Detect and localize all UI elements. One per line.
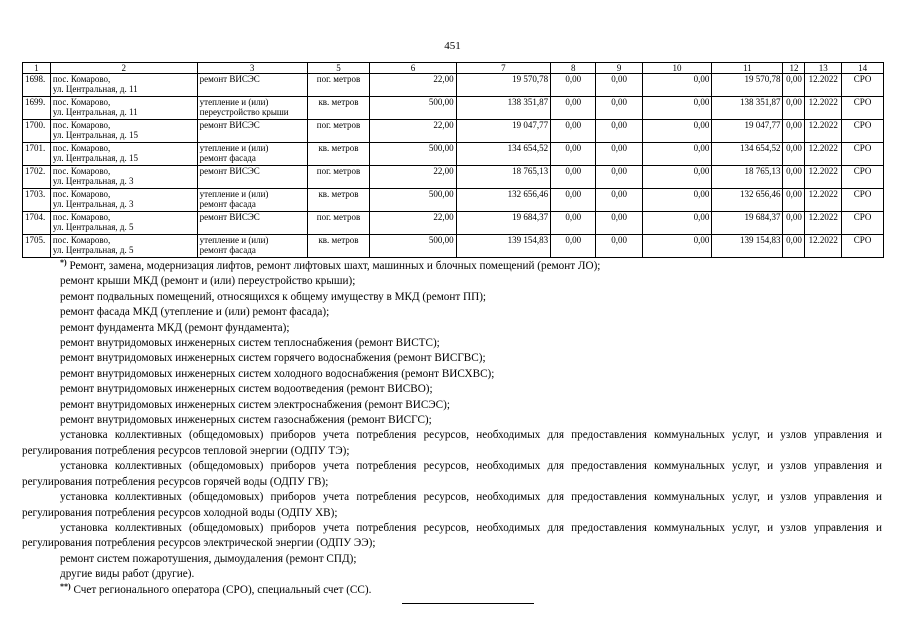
account-cell: СРО [842, 189, 884, 212]
col-header: 10 [642, 63, 712, 74]
unit-cell: пог. метров [307, 212, 370, 235]
account-cell: СРО [842, 97, 884, 120]
work-type-cell [197, 120, 307, 143]
footnote-marker: **) [60, 581, 71, 591]
address-cell [50, 74, 197, 97]
table-row [23, 97, 884, 120]
unit-cell: кв. метров [307, 235, 370, 258]
address-cell-line1: пос. Комарово, [52, 74, 111, 84]
footnote-line: другие виды работ (другие). [60, 568, 195, 581]
work-type-cell-line2: ремонт фасада [199, 199, 256, 209]
address-cell-line2: ул. Центральная, д. 15 [52, 130, 138, 140]
table-row [23, 120, 884, 143]
row-number: 1704. [23, 212, 51, 235]
footnote-1-first [22, 259, 882, 274]
footnote-line: ремонт подвальных помещений, относящихся к общему имуществу в МКД (ремонт ПП); [60, 290, 487, 303]
unit-cell: пог. метров [307, 120, 370, 143]
col10-cell: 0,00 [642, 97, 712, 120]
footnote-line: установка коллективных (общедомовых) приборов учета потребления ресурсов, необходимых для предоставления коммунальных услуг, и узлов управления и регулирования потребления ресурсов горячей воды (ОДПУ ГВ); [22, 460, 882, 488]
row-number: 1701. [23, 143, 51, 166]
address-cell-line1: пос. Комарово, [52, 189, 111, 199]
row-number: 1698. [23, 74, 51, 97]
footnote-line: Ремонт, замена, модернизация лифтов, ремонт лифтовых шахт, машинных и блочных помещений (ремонт ЛО); [69, 260, 601, 272]
quantity-cell: 22,00 [370, 74, 456, 97]
quantity-cell: 500,00 [370, 97, 456, 120]
col-header: 5 [307, 63, 370, 74]
address-cell-line1: пос. Комарово, [52, 143, 111, 153]
table-row [23, 212, 884, 235]
unit-cell: пог. метров [307, 74, 370, 97]
work-type-cell-line1: ремонт ВИСЭС [199, 166, 260, 176]
deadline-cell: 12.2022 [805, 235, 842, 258]
work-type-cell [197, 189, 307, 212]
col9-cell: 0,00 [596, 120, 642, 143]
row-number: 1700. [23, 120, 51, 143]
col9-cell: 0,00 [596, 166, 642, 189]
col8-cell: 0,00 [551, 235, 596, 258]
col-header: 6 [370, 63, 456, 74]
table-row [23, 143, 884, 166]
row-number: 1705. [23, 235, 51, 258]
deadline-cell: 12.2022 [805, 166, 842, 189]
total-cost-cell: 19 047,77 [456, 120, 551, 143]
address-cell-line2: ул. Центральная, д. 15 [52, 153, 138, 163]
col9-cell: 0,00 [596, 235, 642, 258]
col-header: 11 [712, 63, 783, 74]
quantity-cell: 22,00 [370, 120, 456, 143]
footnote-line: ремонт внутридомовых инженерных систем горячего водоснабжения (ремонт ВИСГВС); [60, 352, 486, 365]
total-cost-cell: 19 684,37 [456, 212, 551, 235]
footnote-line: ремонт фасада МКД (утепление и (или) ремонт фасада); [60, 306, 330, 319]
row-number: 1703. [23, 189, 51, 212]
quantity-cell: 22,00 [370, 166, 456, 189]
col9-cell: 0,00 [596, 74, 642, 97]
footnote-line: ремонт внутридомовых инженерных систем теплоснабжения (ремонт ВИСТС); [60, 337, 440, 350]
work-type-cell [197, 97, 307, 120]
col8-cell: 0,00 [551, 212, 596, 235]
account-cell: СРО [842, 212, 884, 235]
work-type-cell-line1: утепление и (или) [199, 235, 269, 245]
col-header: 1 [23, 63, 51, 74]
col9-cell: 0,00 [596, 189, 642, 212]
work-type-cell-line1: утепление и (или) [199, 189, 269, 199]
col9-cell: 0,00 [596, 143, 642, 166]
col8-cell: 0,00 [551, 97, 596, 120]
total-cost-cell: 138 351,87 [456, 97, 551, 120]
table-row [23, 235, 884, 258]
footnote-line: ремонт внутридомовых инженерных систем электроснабжения (ремонт ВИСЭС); [60, 398, 450, 411]
col9-cell: 0,00 [596, 97, 642, 120]
address-cell-line2: ул. Центральная, д. 11 [52, 84, 138, 94]
col8-cell: 0,00 [551, 143, 596, 166]
col-header: 2 [50, 63, 197, 74]
work-type-cell-line2: ремонт фасада [199, 245, 256, 255]
address-cell [50, 120, 197, 143]
col11-cell: 19 047,77 [712, 120, 783, 143]
work-type-cell [197, 143, 307, 166]
col-header: 8 [551, 63, 596, 74]
col12-cell: 0,00 [783, 166, 805, 189]
col12-cell: 0,00 [783, 143, 805, 166]
col10-cell: 0,00 [642, 120, 712, 143]
quantity-cell: 500,00 [370, 143, 456, 166]
col10-cell: 0,00 [642, 166, 712, 189]
col11-cell: 138 351,87 [712, 97, 783, 120]
work-type-cell-line1: ремонт ВИСЭС [199, 120, 260, 130]
footnote-marker: *) [60, 258, 67, 267]
col-header: 3 [197, 63, 307, 74]
footnote-2 [22, 583, 882, 598]
col12-cell: 0,00 [783, 189, 805, 212]
col12-cell: 0,00 [783, 97, 805, 120]
footnote-line: установка коллективных (общедомовых) приборов учета потребления ресурсов, необходимых для предоставления коммунальных услуг, и узлов управления и регулирования потребления ресурсов тепловой энергии (ОДПУ ТЭ); [22, 429, 882, 457]
col-header: 12 [783, 63, 805, 74]
page-number: 451 [444, 40, 461, 52]
footnote-line: установка коллективных (общедомовых) приборов учета потребления ресурсов, необходимых для предоставления коммунальных услуг, и узлов управления и регулирования потребления ресурсов электрической энергии (ОДПУ ЭЭ); [22, 521, 882, 550]
address-cell [50, 97, 197, 120]
total-cost-cell: 132 656,46 [456, 189, 551, 212]
table-row [23, 189, 884, 212]
quantity-cell: 500,00 [370, 189, 456, 212]
footer-divider [402, 603, 534, 604]
address-cell [50, 143, 197, 166]
col-header: 9 [596, 63, 642, 74]
col12-cell: 0,00 [783, 74, 805, 97]
work-type-cell-line1: ремонт ВИСЭС [199, 212, 260, 222]
total-cost-cell: 19 570,78 [456, 74, 551, 97]
footnote-line: ремонт внутридомовых инженерных систем водоотведения (ремонт ВИСВО); [60, 383, 433, 396]
capital-repair-table [22, 62, 884, 258]
col9-cell: 0,00 [596, 212, 642, 235]
deadline-cell: 12.2022 [805, 97, 842, 120]
header-row [23, 63, 884, 74]
col-header: 13 [805, 63, 842, 74]
address-cell [50, 166, 197, 189]
col8-cell: 0,00 [551, 189, 596, 212]
col12-cell: 0,00 [783, 212, 805, 235]
col11-cell: 134 654,52 [712, 143, 783, 166]
footnote-line: ремонт фундамента МКД (ремонт фундамента); [60, 321, 290, 334]
col10-cell: 0,00 [642, 143, 712, 166]
work-type-cell [197, 235, 307, 258]
table-row [23, 74, 884, 97]
address-cell-line2: ул. Центральная, д. 3 [52, 176, 134, 186]
col10-cell: 0,00 [642, 74, 712, 97]
unit-cell: кв. метров [307, 143, 370, 166]
table-row [23, 166, 884, 189]
col8-cell: 0,00 [551, 74, 596, 97]
col11-cell: 19 684,37 [712, 212, 783, 235]
col12-cell: 0,00 [783, 120, 805, 143]
unit-cell: пог. метров [307, 166, 370, 189]
address-cell [50, 235, 197, 258]
footnote-line: установка коллективных (общедомовых) приборов учета потребления ресурсов, необходимых для предоставления коммунальных услуг, и узлов управления и регулирования потребления ресурсов холодной воды (ОДПУ ХВ); [22, 491, 882, 519]
col8-cell: 0,00 [551, 166, 596, 189]
col8-cell: 0,00 [551, 120, 596, 143]
quantity-cell: 22,00 [370, 212, 456, 235]
account-cell: СРО [842, 235, 884, 258]
col11-cell: 139 154,83 [712, 235, 783, 258]
deadline-cell: 12.2022 [805, 143, 842, 166]
deadline-cell: 12.2022 [805, 212, 842, 235]
total-cost-cell: 18 765,13 [456, 166, 551, 189]
work-type-cell [197, 74, 307, 97]
work-type-cell-line1: утепление и (или) [199, 97, 269, 107]
address-cell-line1: пос. Комарово, [52, 120, 111, 130]
col10-cell: 0,00 [642, 212, 712, 235]
unit-cell: кв. метров [307, 97, 370, 120]
work-type-cell [197, 212, 307, 235]
account-cell: СРО [842, 74, 884, 97]
col11-cell: 18 765,13 [712, 166, 783, 189]
row-number: 1699. [23, 97, 51, 120]
col11-cell: 19 570,78 [712, 74, 783, 97]
footnote-line: ремонт крыши МКД (ремонт и (или) переустройство крыши); [60, 275, 356, 288]
work-type-cell-line1: ремонт ВИСЭС [199, 74, 260, 84]
col-header: 7 [456, 63, 551, 74]
work-type-cell-line1: утепление и (или) [199, 143, 269, 153]
total-cost-cell: 134 654,52 [456, 143, 551, 166]
work-type-cell-line2: переустройство крыши [199, 107, 289, 117]
work-type-cell-line2: ремонт фасада [199, 153, 256, 163]
address-cell-line1: пос. Комарово, [52, 235, 111, 245]
col11-cell: 132 656,46 [712, 189, 783, 212]
account-cell: СРО [842, 120, 884, 143]
col10-cell: 0,00 [642, 235, 712, 258]
row-number: 1702. [23, 166, 51, 189]
deadline-cell: 12.2022 [805, 189, 842, 212]
col10-cell: 0,00 [642, 189, 712, 212]
address-cell-line2: ул. Центральная, д. 5 [52, 245, 134, 255]
address-cell-line1: пос. Комарово, [52, 97, 111, 107]
address-cell [50, 212, 197, 235]
unit-cell: кв. метров [307, 189, 370, 212]
total-cost-cell: 139 154,83 [456, 235, 551, 258]
address-cell [50, 189, 197, 212]
footnote-line: ремонт систем пожаротушения, дымоудаления (ремонт СПД); [60, 552, 357, 565]
address-cell-line1: пос. Комарово, [52, 212, 111, 222]
deadline-cell: 12.2022 [805, 120, 842, 143]
account-cell: СРО [842, 143, 884, 166]
work-type-cell [197, 166, 307, 189]
footnote-line: ремонт внутридомовых инженерных систем газоснабжения (ремонт ВИСГС); [60, 414, 432, 427]
footnote-line: ремонт внутридомовых инженерных систем холодного водоснабжения (ремонт ВИСХВС); [60, 367, 495, 380]
col12-cell: 0,00 [783, 235, 805, 258]
quantity-cell: 500,00 [370, 235, 456, 258]
address-cell-line2: ул. Центральная, д. 11 [52, 107, 138, 117]
footnotes [22, 259, 882, 598]
address-cell-line1: пос. Комарово, [52, 166, 111, 176]
footnote-line: Счет регионального оператора (СРО), специальный счет (СС). [73, 583, 372, 596]
address-cell-line2: ул. Центральная, д. 5 [52, 222, 134, 232]
address-cell-line2: ул. Центральная, д. 3 [52, 199, 134, 209]
deadline-cell: 12.2022 [805, 74, 842, 97]
account-cell: СРО [842, 166, 884, 189]
col-header: 14 [842, 63, 884, 74]
